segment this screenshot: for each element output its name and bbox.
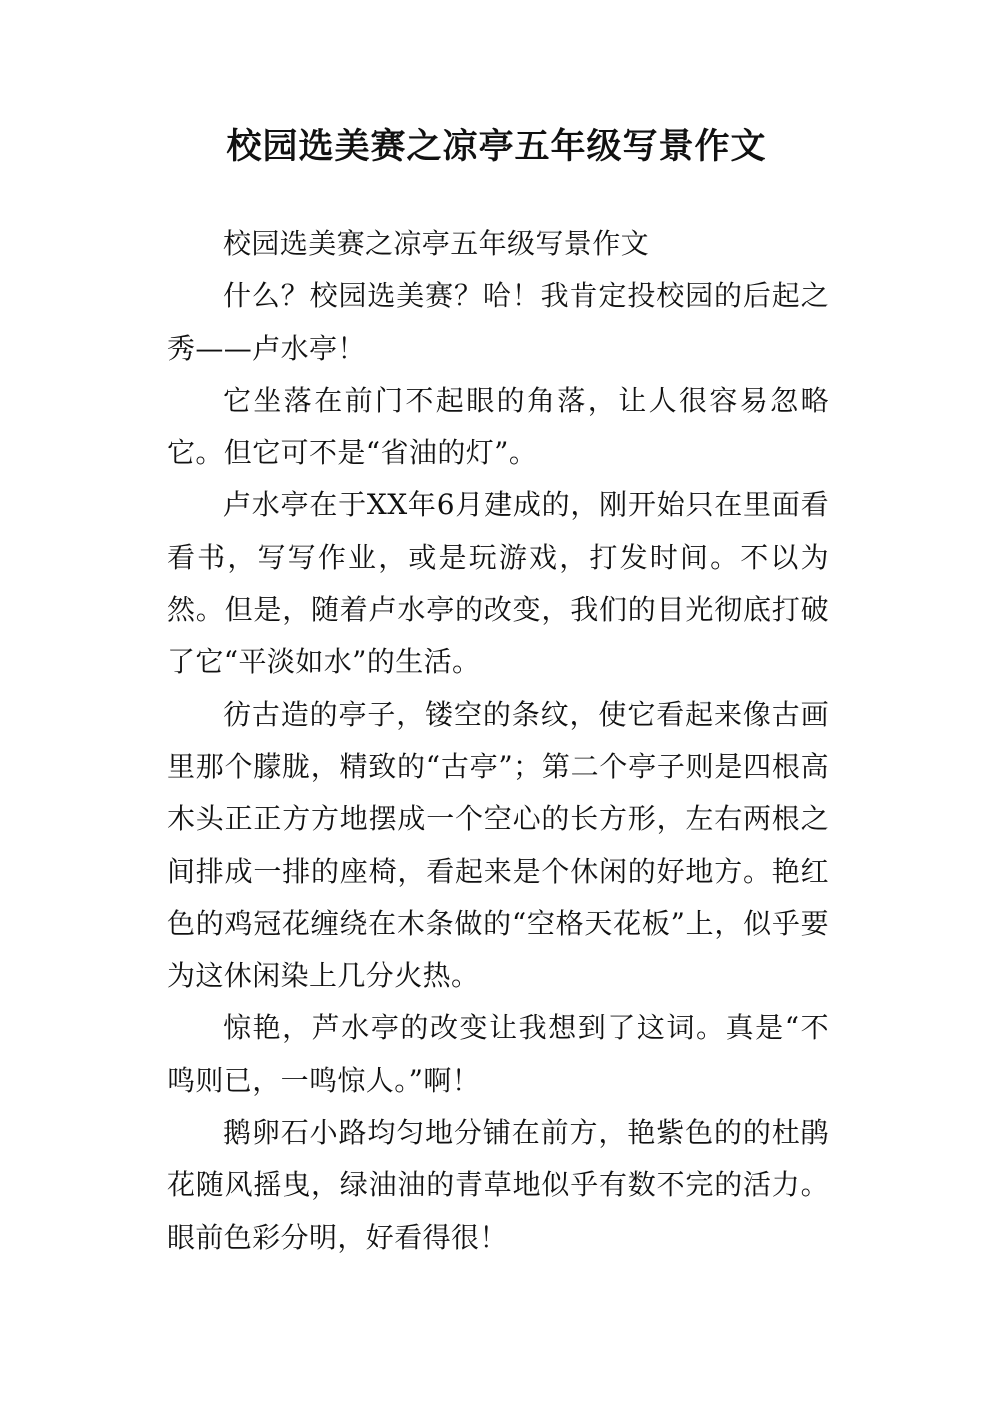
paragraph: 彷古造的亭子，镂空的条纹，使它看起来像古画里那个朦胧，精致的“古亭”；第二个亭子则是四根高木头正正方方地摆成一个空心的长方形，左右两根之间排成一排的座椅，看起来是个休闲的好地方。艳红色的鸡冠花缠绕在木条做的“空格天花板”上，似乎要为这休闲染上几分火热。 xyxy=(167,697,829,993)
paragraph: 它坐落在前门不起眼的角落，让人很容易忽略它。但它可不是“省油的灯”。 xyxy=(167,383,829,470)
paragraph: 校园选美赛之凉亭五年级写景作文 xyxy=(223,227,650,260)
document-title: 校园选美赛之凉亭五年级写景作文 xyxy=(226,127,767,167)
paragraph: 卢水亭在于XX年6月建成的，刚开始只在里面看看书，写写作业，或是玩游戏，打发时间。不以为然。但是，随着卢水亭的改变，我们的目光彻底打破了它“平淡如水”的生活。 xyxy=(167,488,829,679)
paragraph: 鹅卵石小路均匀地分铺在前方，艳紫色的的杜鹃花随风摇曳，绿油油的青草地似乎有数不完的活力。眼前色彩分明，好看得很！ xyxy=(167,1116,829,1254)
paragraph: 惊艳，芦水亭的改变让我想到了这词。真是“不鸣则已，一鸣惊人。”啊！ xyxy=(167,1011,829,1097)
document-body xyxy=(167,218,829,1264)
paragraph: 什么？校园选美赛？哈！我肯定投校园的后起之秀——卢水亭！ xyxy=(167,279,829,365)
